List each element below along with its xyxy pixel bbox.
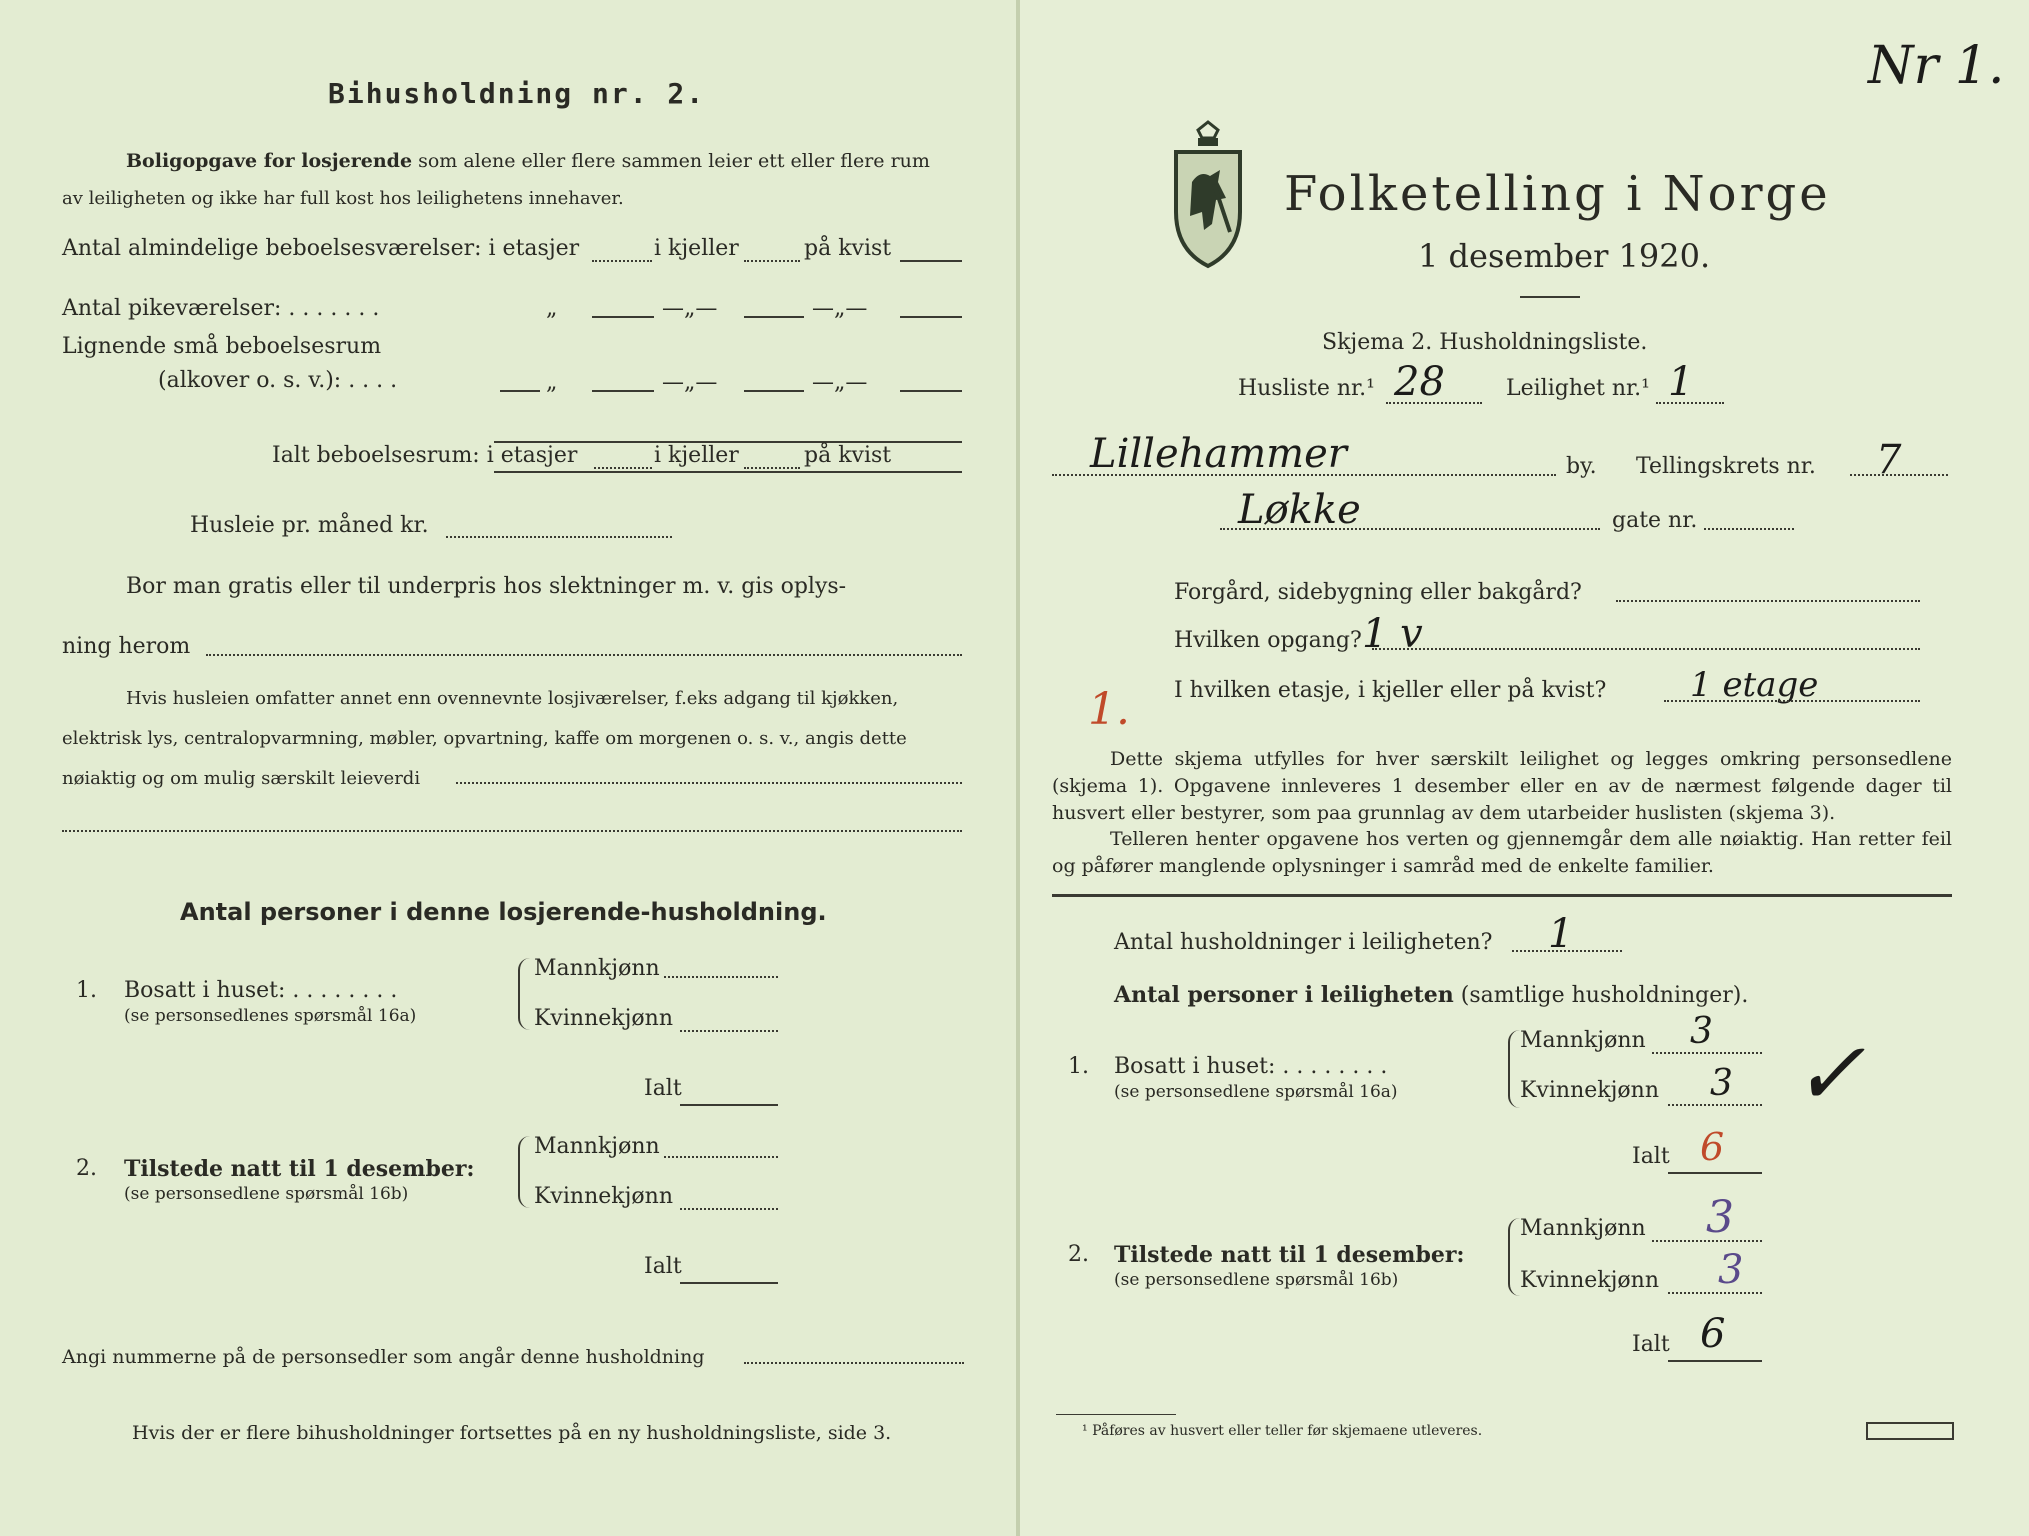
q2-brace bbox=[1508, 1218, 1520, 1296]
maid-etasjer-field[interactable] bbox=[592, 316, 654, 318]
households-label: Antal husholdninger i leiligheten? bbox=[1114, 930, 1493, 955]
total-rooms-label: Ialt beboelsesrum: i etasjer bbox=[272, 443, 578, 468]
q2-kvinne-value: 3 bbox=[1718, 1247, 1744, 1293]
small-etasjer-field[interactable] bbox=[592, 390, 654, 392]
rooms-etasjer-field[interactable] bbox=[592, 260, 652, 262]
rent-field[interactable] bbox=[446, 536, 672, 538]
persons-line bbox=[1114, 984, 1748, 1007]
incl-line-1: Hvis husleien omfatter annet enn ovennevnte losjiværelser, f.eks adgang til kjøkken, bbox=[126, 688, 899, 709]
street-field[interactable] bbox=[1220, 528, 1600, 530]
ditto-mark: „ bbox=[546, 370, 558, 395]
q2-mann-field[interactable] bbox=[1652, 1240, 1762, 1242]
q1-label: Bosatt i huset: . . . . . . . . bbox=[124, 978, 398, 1003]
intro-bold: Boligopgave for losjerende bbox=[126, 150, 413, 172]
q2-ialt-value: 6 bbox=[1700, 1311, 1726, 1357]
opgang-label: Hvilken opgang? bbox=[1174, 628, 1362, 653]
coat-of-arms-icon bbox=[1168, 120, 1248, 270]
census-title: Folketelling i Norge bbox=[1284, 166, 1831, 222]
q2-ialt-field[interactable] bbox=[1668, 1360, 1762, 1362]
footnote-rule bbox=[1056, 1414, 1176, 1415]
gratis-line-2: ning herom bbox=[62, 634, 191, 659]
forgard-label: Forgård, sidebygning eller bakgård? bbox=[1174, 580, 1582, 605]
q1-number: 1. bbox=[76, 978, 97, 1003]
q1-kvinne-field[interactable] bbox=[1668, 1104, 1762, 1106]
ditto-mark: —„— bbox=[662, 296, 718, 321]
rooms-label: Antal almindelige beboelsesværelser: i etasjer bbox=[62, 236, 580, 261]
q2-label: Tilstede natt til 1 desember: bbox=[124, 1156, 475, 1182]
city-value: Lillehammer bbox=[1090, 431, 1347, 477]
q1-kvinne-label: Kvinnekjønn bbox=[1520, 1078, 1659, 1103]
check-mark: ✓ bbox=[1792, 1022, 1866, 1125]
rooms-kjeller-field[interactable] bbox=[744, 260, 800, 262]
total-kvist-label: på kvist bbox=[804, 443, 892, 468]
intro-line-1 bbox=[126, 152, 930, 171]
instructions-1: Dette skjema utfylles for hver særskilt leilighet og legges omkring personsedlene (skjema 1). Opgavene innleveres 1 desember eller en av de nærmest følgende dager til husvert eller bestyrer, som paa grunnlag av dem utarbeider huslisten (skjema 3). bbox=[1052, 748, 1952, 824]
rooms-kjeller-label: i kjeller bbox=[654, 236, 739, 261]
by-label: by. bbox=[1566, 454, 1597, 479]
q2-mann-label: Mannkjønn bbox=[1520, 1216, 1646, 1241]
maid-kjeller-field[interactable] bbox=[744, 316, 804, 318]
husliste-field[interactable] bbox=[1386, 402, 1482, 404]
q1-ialt-field[interactable] bbox=[680, 1104, 778, 1106]
printer-stamp bbox=[1866, 1422, 1954, 1440]
small-rooms-label-1: Lignende små beboelsesrum bbox=[62, 334, 382, 359]
opgang-field[interactable] bbox=[1372, 648, 1920, 650]
small-rooms-field[interactable] bbox=[500, 390, 540, 392]
ditto-mark: „ bbox=[546, 296, 558, 321]
q2-sub: (se personsedlene spørsmål 16b) bbox=[1114, 1270, 1399, 1290]
q2-mann-label: Mannkjønn bbox=[534, 1134, 660, 1159]
ditto-mark: —„— bbox=[812, 296, 868, 321]
small-kjeller-field[interactable] bbox=[744, 390, 804, 392]
q2-kvinne-label: Kvinnekjønn bbox=[1520, 1268, 1659, 1293]
opgang-value: 1 v bbox=[1362, 611, 1423, 657]
q2-ialt-label: Ialt bbox=[1632, 1332, 1670, 1357]
q1-mann-label: Mannkjønn bbox=[1520, 1028, 1646, 1053]
forgard-field[interactable] bbox=[1616, 600, 1920, 602]
q2-number: 2. bbox=[76, 1156, 97, 1181]
incl-field[interactable] bbox=[456, 782, 962, 784]
bihusholdning-title: Bihusholdning nr. 2. bbox=[328, 77, 706, 110]
intro-line-2: av leiligheten og ikke har full kost hos leilighetens innehaver. bbox=[62, 188, 624, 209]
total-kjeller-label: i kjeller bbox=[654, 443, 739, 468]
gratis-line-1: Bor man gratis eller til underpris hos slektninger m. v. gis oplys- bbox=[126, 574, 847, 599]
q1-ialt-label: Ialt bbox=[1632, 1144, 1670, 1169]
street-value: Løkke bbox=[1238, 487, 1361, 533]
q1-number: 1. bbox=[1068, 1054, 1089, 1079]
persons-bold: Antal personer i leiligheten bbox=[1114, 982, 1454, 1008]
instructions-divider bbox=[1052, 894, 1952, 897]
incl-line-3: nøiaktig og om mulig særskilt leieverdi bbox=[62, 768, 421, 789]
margin-mark: 1. bbox=[1088, 684, 1130, 735]
q1-brace bbox=[518, 958, 530, 1030]
q1-kvinne-field[interactable] bbox=[680, 1030, 778, 1032]
husliste-value: 28 bbox=[1394, 359, 1445, 405]
q2-ialt-label: Ialt bbox=[644, 1254, 682, 1279]
gate-label: gate nr. bbox=[1612, 508, 1698, 533]
q2-kvinne-field[interactable] bbox=[1668, 1292, 1762, 1294]
q1-sub: (se personsedlene spørsmål 16a) bbox=[1114, 1082, 1398, 1102]
page-fold bbox=[1016, 0, 1020, 1536]
left-footer: Hvis der er flere bihusholdninger fortsettes på en ny husholdningsliste, side 3. bbox=[132, 1422, 892, 1444]
q1-mann-field[interactable] bbox=[1652, 1052, 1762, 1054]
ditto-mark: —„— bbox=[662, 370, 718, 395]
angi-field[interactable] bbox=[744, 1362, 964, 1364]
q2-sub: (se personsedlene spørsmål 16b) bbox=[124, 1184, 409, 1204]
rent-label: Husleie pr. måned kr. bbox=[190, 513, 429, 538]
q2-number: 2. bbox=[1068, 1242, 1089, 1267]
leilighet-value: 1 bbox=[1668, 359, 1694, 405]
krets-value: 7 bbox=[1876, 437, 1902, 483]
q1-brace bbox=[1508, 1030, 1520, 1108]
gratis-field[interactable] bbox=[206, 654, 962, 656]
q1-sub: (se personsedlenes spørsmål 16a) bbox=[124, 1006, 417, 1026]
persons-rest: (samtlige husholdninger). bbox=[1460, 983, 1749, 1008]
census-date: 1 desember 1920. bbox=[1418, 237, 1711, 275]
small-kvist-field[interactable] bbox=[900, 390, 962, 392]
footnote: ¹ Påføres av husvert eller teller før skjemaene utleveres. bbox=[1082, 1423, 1483, 1439]
etasje-value: 1 etage bbox=[1690, 665, 1819, 705]
q1-kvinne-label: Kvinnekjønn bbox=[534, 1006, 673, 1031]
etasje-label: I hvilken etasje, i kjeller eller på kvist? bbox=[1174, 678, 1607, 703]
gate-field[interactable] bbox=[1704, 528, 1794, 530]
rooms-kvist-field[interactable] bbox=[900, 260, 962, 262]
households-value: 1 bbox=[1548, 911, 1574, 957]
etasje-field[interactable] bbox=[1664, 700, 1920, 702]
q1-ialt-field[interactable] bbox=[1668, 1172, 1762, 1174]
maid-kvist-field[interactable] bbox=[900, 316, 962, 318]
city-field[interactable] bbox=[1052, 474, 1556, 476]
total-bottom-rule bbox=[494, 471, 962, 473]
q1-kvinne-value: 3 bbox=[1710, 1063, 1733, 1104]
q2-kvinne-label: Kvinnekjønn bbox=[534, 1184, 673, 1209]
krets-label: Tellingskrets nr. bbox=[1636, 454, 1816, 479]
q2-mann-field[interactable] bbox=[664, 1156, 778, 1158]
leilighet-label: Leilighet nr.¹ bbox=[1506, 376, 1650, 401]
q2-mann-value: 3 bbox=[1706, 1192, 1734, 1243]
total-etasjer-field[interactable] bbox=[594, 467, 652, 469]
incl-line-2: elektrisk lys, centralopvarmning, møbler, opvartning, kaffe om morgenen o. s. v., angis dette bbox=[62, 728, 907, 749]
rooms-kvist-label: på kvist bbox=[804, 236, 892, 261]
angi-label: Angi nummerne på de personsedler som angår denne husholdning bbox=[62, 1346, 705, 1368]
leilighet-field[interactable] bbox=[1656, 402, 1724, 404]
corner-note: Nr 1. bbox=[1868, 36, 2005, 96]
q1-mann-value: 3 bbox=[1690, 1011, 1713, 1052]
q2-brace bbox=[518, 1136, 530, 1208]
q2-kvinne-field[interactable] bbox=[680, 1208, 778, 1210]
schema-label: Skjema 2. Husholdningsliste. bbox=[1322, 330, 1648, 355]
q1-ialt-label: Ialt bbox=[644, 1076, 682, 1101]
maid-rooms-label: Antal pikeværelser: . . . . . . . bbox=[62, 296, 380, 321]
q2-label: Tilstede natt til 1 desember: bbox=[1114, 1242, 1465, 1268]
q2-ialt-field[interactable] bbox=[680, 1282, 778, 1284]
ditto-mark: —„— bbox=[812, 370, 868, 395]
q1-label: Bosatt i huset: . . . . . . . . bbox=[1114, 1054, 1388, 1079]
q1-ialt-value: 6 bbox=[1700, 1125, 1725, 1169]
households-field[interactable] bbox=[1512, 950, 1622, 952]
q1-mann-label: Mannkjønn bbox=[534, 956, 660, 981]
small-rooms-label-2: (alkover o. s. v.): . . . . bbox=[158, 368, 398, 393]
title-divider bbox=[1520, 296, 1580, 298]
husliste-label: Husliste nr.¹ bbox=[1238, 376, 1375, 401]
incl-field-2[interactable] bbox=[62, 830, 962, 832]
total-kjeller-field[interactable] bbox=[744, 467, 800, 469]
krets-field[interactable] bbox=[1850, 474, 1948, 476]
instructions-2: Telleren henter opgavene hos verten og gjennemgår dem alle nøiaktig. Han retter feil og påfører manglende oplysninger i samråd med de enkelte familier. bbox=[1052, 828, 1952, 877]
q1-mann-field[interactable] bbox=[664, 976, 778, 978]
intro-rest: som alene eller flere sammen leier ett eller flere rum bbox=[418, 150, 930, 172]
persons-heading: Antal personer i denne losjerende-husholdning. bbox=[180, 898, 827, 926]
